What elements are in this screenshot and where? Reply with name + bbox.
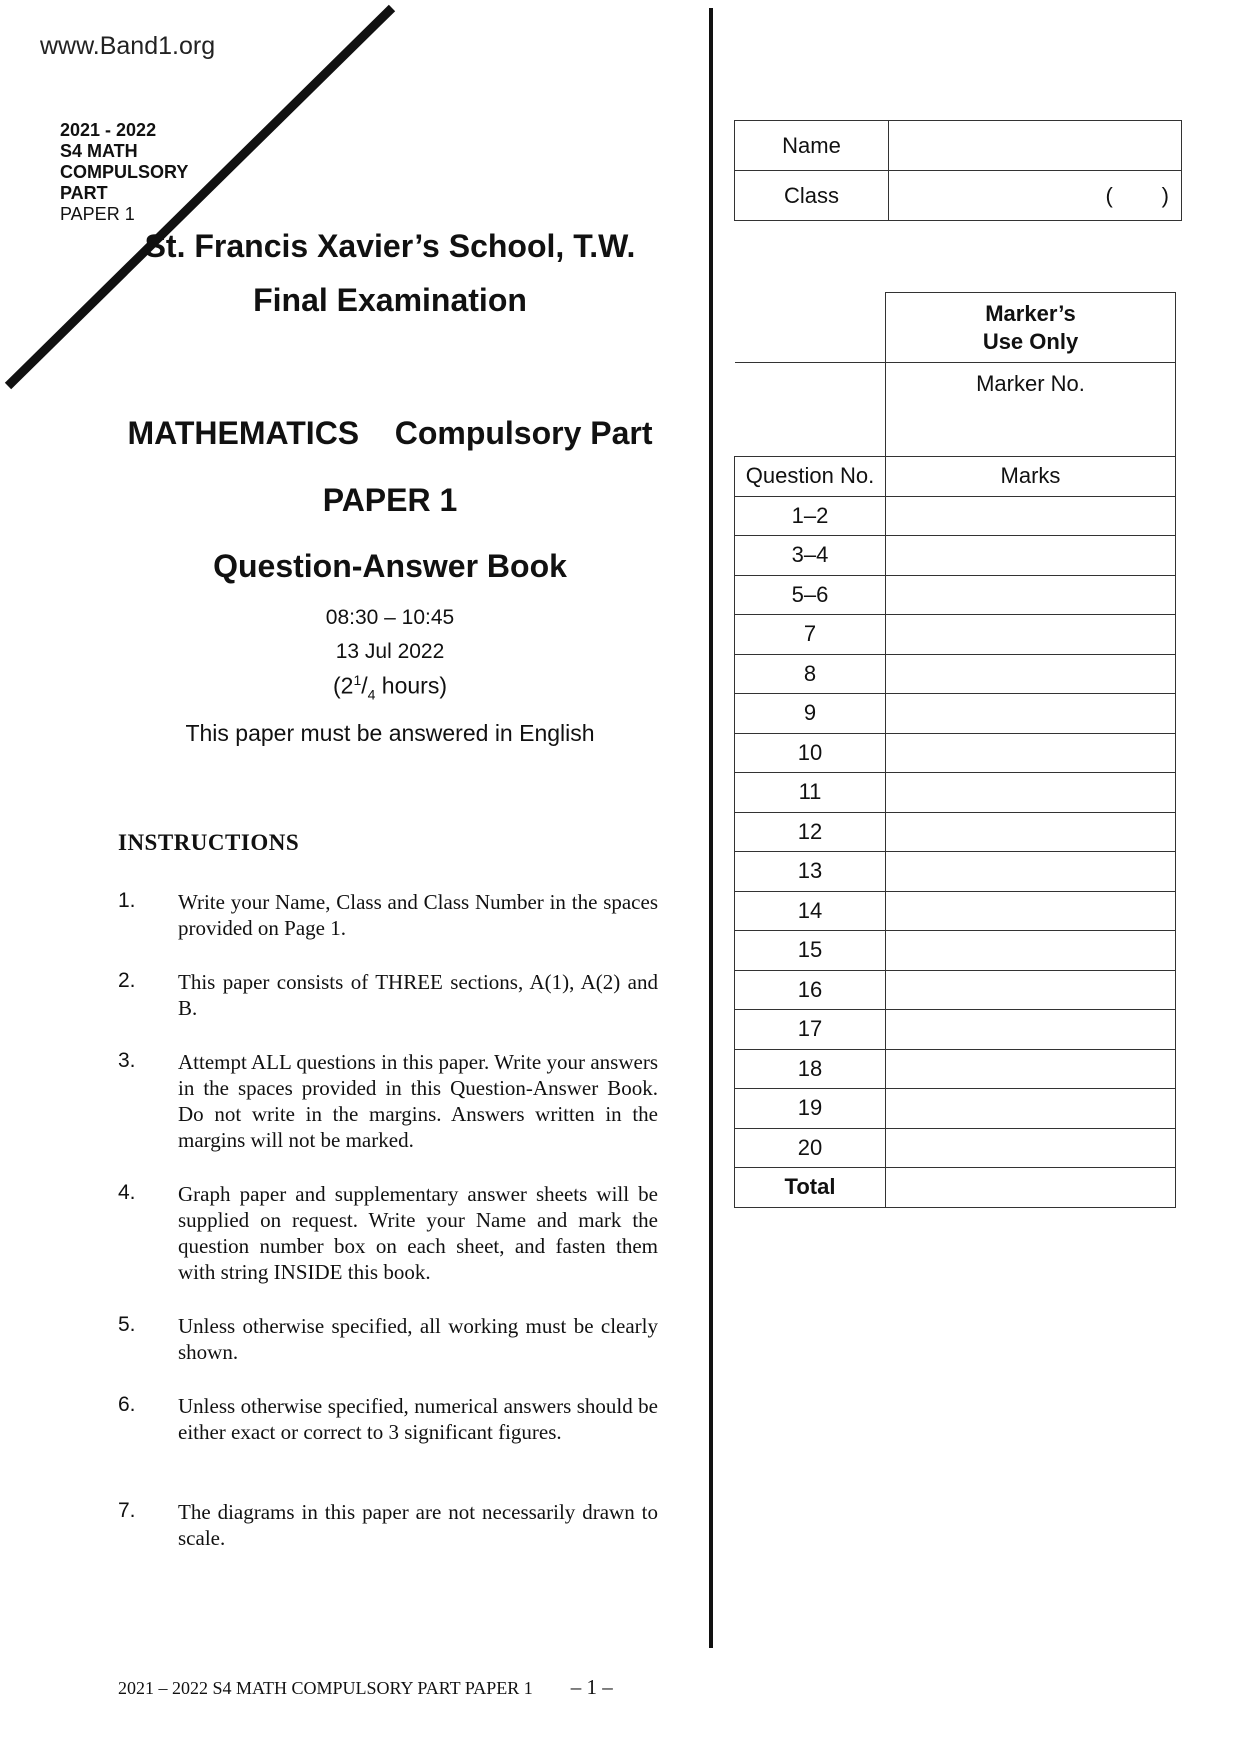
marker-use-only [886, 293, 1176, 363]
question-number: 5–6 [735, 575, 886, 615]
question-number: 14 [735, 891, 886, 931]
total-label: Total [735, 1168, 886, 1208]
marks-cell[interactable] [886, 812, 1176, 852]
blank-cell [735, 293, 886, 363]
instruction-text: Graph paper and supplementary answer sheets will be supplied on request. Write your Name and mark the question number box on each sheet, and fasten them with string INSIDE this book. [178, 1182, 658, 1284]
corner-year: 2021 - 2022 [60, 120, 157, 140]
student-info-table [734, 120, 1182, 221]
class-field[interactable]: ( ) [889, 171, 1182, 221]
school-name: St. Francis Xavier’s School, T.W. [144, 228, 636, 264]
book-title: Question-Answer Book [213, 548, 567, 584]
duration-denominator: 4 [367, 686, 376, 703]
footer-text: 2021 – 2022 S4 MATH COMPULSORY PART PAPER 1 [118, 1678, 533, 1698]
question-number: 19 [735, 1089, 886, 1129]
marks-cell[interactable] [886, 733, 1176, 773]
marker-use-only-line1: Marker’s [985, 300, 1076, 326]
table-row [735, 773, 1176, 813]
instruction-text: The diagrams in this paper are not necessarily drawn to scale. [178, 1500, 658, 1550]
instruction-text: Write your Name, Class and Class Number in the spaces provided on Page 1. [178, 890, 658, 940]
marker-no-cell[interactable] [886, 363, 1176, 457]
question-number: 9 [735, 694, 886, 734]
table-row [735, 1049, 1176, 1089]
class-row [735, 171, 1182, 221]
marker-no-label: Marker No. [976, 371, 1085, 396]
duration-suffix: hours) [375, 672, 448, 699]
question-number: 7 [735, 615, 886, 655]
table-row [735, 931, 1176, 971]
question-number: 10 [735, 733, 886, 773]
corner-subject: S4 MATH [60, 141, 138, 161]
marks-cell[interactable] [886, 1049, 1176, 1089]
instructions-heading: INSTRUCTIONS [118, 830, 300, 855]
table-row [735, 970, 1176, 1010]
duration-numerator: 1 [353, 672, 362, 688]
marks-cell[interactable] [886, 1010, 1176, 1050]
instruction-text: This paper consists of THREE sections, A(1), A(2) and B. [178, 970, 658, 1020]
class-label: Class [735, 171, 889, 221]
subject-title: MATHEMATICS Compulsory Part [127, 415, 653, 451]
table-row [735, 1010, 1176, 1050]
question-number: 16 [735, 970, 886, 1010]
question-number: 17 [735, 1010, 886, 1050]
table-row [735, 575, 1176, 615]
name-field[interactable] [889, 121, 1182, 171]
page-number: – 1 – [570, 1675, 613, 1699]
name-label: Name [735, 121, 889, 171]
table-row [735, 733, 1176, 773]
instruction-number: 6. [118, 1393, 136, 1416]
marker-use-only-line2: Use Only [982, 328, 1079, 354]
exam-time: 08:30 – 10:45 [325, 606, 455, 629]
total-marks-cell[interactable] [886, 1168, 1176, 1208]
marks-cell[interactable] [886, 931, 1176, 971]
corner-label [60, 120, 188, 225]
marks-cell[interactable] [886, 1128, 1176, 1168]
page-divider [709, 8, 713, 1648]
watermark: www.Band1.org [40, 32, 216, 60]
marks-cell[interactable] [886, 852, 1176, 892]
table-row [735, 536, 1176, 576]
marks-cell[interactable] [886, 496, 1176, 536]
marks-cell[interactable] [886, 615, 1176, 655]
corner-paper: PAPER 1 [60, 204, 135, 224]
marks-cell[interactable] [886, 970, 1176, 1010]
instruction-number: 2. [118, 969, 136, 992]
question-number: 3–4 [735, 536, 886, 576]
question-number: 1–2 [735, 496, 886, 536]
corner-part: PART [60, 183, 108, 203]
marks-cell[interactable] [886, 773, 1176, 813]
exam-date: 13 Jul 2022 [335, 640, 445, 663]
duration-prefix: (2 [332, 672, 354, 699]
exam-duration: ($2^1/_4$ hours) [332, 672, 448, 703]
instruction-number: 3. [118, 1049, 136, 1072]
language-note: This paper must be answered in English [185, 720, 595, 746]
table-row [735, 1128, 1176, 1168]
instruction-number: 5. [118, 1313, 136, 1336]
question-number: 11 [735, 773, 886, 813]
question-number: 13 [735, 852, 886, 892]
marks-cell[interactable] [886, 654, 1176, 694]
name-row [735, 121, 1182, 171]
marks-cell[interactable] [886, 536, 1176, 576]
paper-title: PAPER 1 [322, 482, 458, 518]
question-number: 20 [735, 1128, 886, 1168]
table-row [735, 694, 1176, 734]
instruction-text: Unless otherwise specified, all working must be clearly shown. [178, 1314, 658, 1364]
question-number: 15 [735, 931, 886, 971]
marks-cell[interactable] [886, 694, 1176, 734]
instruction-text: Unless otherwise specified, numerical answers should be either exact or correct to 3 significant figures. [178, 1394, 658, 1444]
marks-cell[interactable] [886, 575, 1176, 615]
question-number: 18 [735, 1049, 886, 1089]
question-number: 8 [735, 654, 886, 694]
instruction-text: Attempt ALL questions in this paper. Write your answers in the spaces provided in this Question-Answer Book. Do not write in the margins. Answers written in the margins will not be marked. [178, 1050, 658, 1152]
table-row [735, 654, 1176, 694]
corner-compulsory: COMPULSORY [60, 162, 189, 182]
question-no-header: Question No. [735, 457, 886, 497]
table-row [735, 891, 1176, 931]
marks-cell[interactable] [886, 891, 1176, 931]
table-row [735, 615, 1176, 655]
table-row [735, 812, 1176, 852]
table-row [735, 852, 1176, 892]
table-row [735, 1089, 1176, 1129]
marks-header: Marks [886, 457, 1176, 497]
instruction-number: 7. [118, 1499, 136, 1522]
blank-cell [735, 363, 886, 457]
marks-cell[interactable] [886, 1089, 1176, 1129]
instruction-number: 4. [118, 1181, 136, 1204]
table-row [735, 496, 1176, 536]
marker-table [734, 292, 1176, 1208]
instruction-number: 1. [118, 889, 136, 912]
exam-title: Final Examination [253, 282, 527, 318]
question-number: 12 [735, 812, 886, 852]
page-footer [118, 1675, 613, 1700]
total-row [735, 1168, 1176, 1208]
